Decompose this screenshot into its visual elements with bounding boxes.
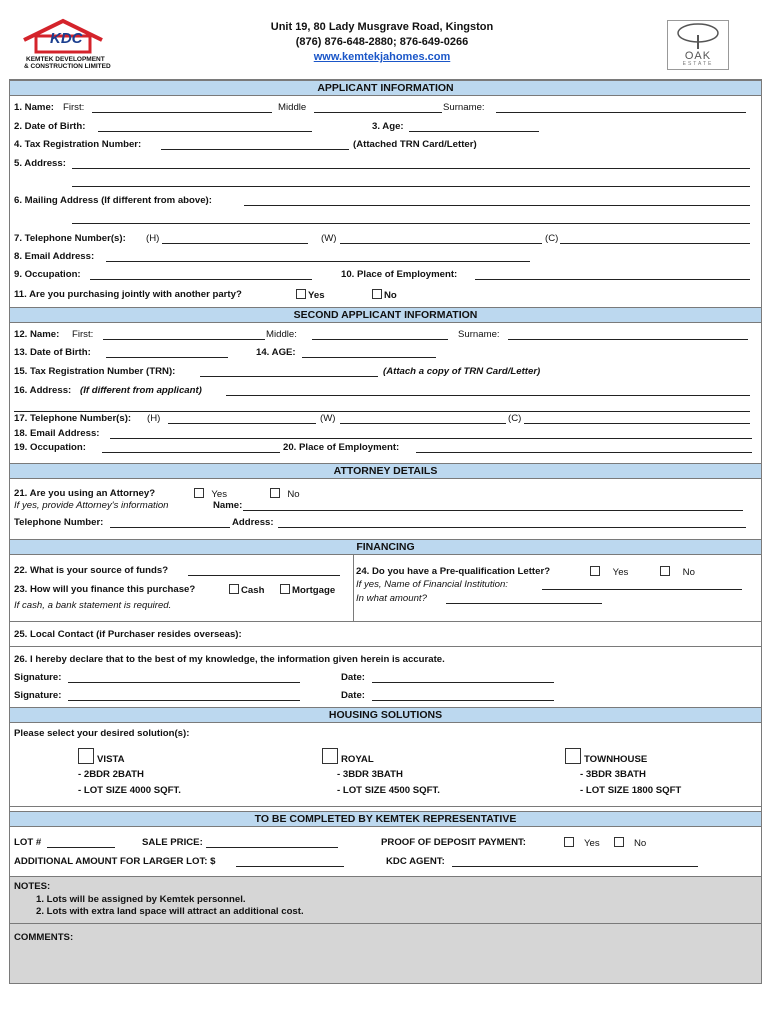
signature-field-2[interactable] — [68, 700, 300, 701]
financing-cash-note: If cash, a bank statement is required. — [14, 600, 172, 611]
declaration-text: 26. I hereby declare that to the best of my knowledge, the information given herein is accurate. — [14, 654, 445, 665]
jointly-no-option[interactable]: No — [372, 289, 397, 302]
second-phone-h: (H) — [147, 413, 161, 424]
financing-finance-label: 23. How will you finance this purchase? — [14, 584, 196, 595]
section-housing-title: HOUSING SOLUTIONS — [10, 707, 761, 723]
applicant-surname-label: Surname: — [443, 102, 485, 113]
rep-agent-label: KDC AGENT: — [386, 856, 445, 867]
rep-price-label: SALE PRICE: — [142, 837, 203, 848]
attorney-address-label: Address: — [232, 517, 274, 528]
second-age-field[interactable] — [302, 357, 436, 358]
second-address-field[interactable] — [226, 395, 750, 396]
signature-field-1[interactable] — [68, 682, 300, 683]
checkbox-icon[interactable] — [229, 584, 239, 594]
second-name-label: 12. Name: — [14, 329, 60, 340]
second-email-field[interactable] — [110, 438, 752, 439]
financing-prequal-label: 24. Do you have a Pre-qualification Letter? — [356, 566, 551, 577]
applicant-phone-h: (H) — [146, 233, 160, 244]
second-phone-w-field[interactable] — [340, 423, 506, 424]
prequal-no-option[interactable]: No — [660, 566, 695, 579]
tree-icon — [668, 21, 728, 51]
applicant-address-field-2[interactable] — [72, 186, 750, 187]
header-address: Unit 19, 80 Lady Musgrave Road, Kingston — [270, 21, 494, 33]
applicant-email-label: 8. Email Address: — [14, 251, 95, 262]
applicant-mailing-field[interactable] — [244, 205, 750, 206]
comments-field[interactable] — [80, 930, 756, 978]
applicant-trn-label: 4. Tax Registration Number: — [14, 139, 142, 150]
note-1: 1. Lots will be assigned by Kemtek personnel. — [36, 894, 246, 905]
applicant-surname-field[interactable] — [496, 112, 746, 113]
housing-prompt: Please select your desired solution(s): — [14, 728, 190, 739]
applicant-mailing-label: 6. Mailing Address (If different from above): — [14, 195, 212, 206]
attorney-question: 21. Are you using an Attorney? — [14, 488, 156, 499]
second-surname-field[interactable] — [508, 339, 748, 340]
rep-deposit-label: PROOF OF DEPOSIT PAYMENT: — [381, 837, 526, 848]
second-phone-h-field[interactable] — [168, 423, 316, 424]
second-dob-field[interactable] — [106, 357, 228, 358]
applicant-employment-label: 10. Place of Employment: — [341, 269, 458, 280]
company-sub: & CONSTRUCTION LIMITED — [24, 63, 111, 70]
second-address-label: 16. Address: — [14, 385, 72, 396]
date-field-1[interactable] — [372, 682, 554, 683]
applicant-occupation-label: 9. Occupation: — [14, 269, 81, 280]
second-employment-label: 20. Place of Employment: — [283, 442, 400, 453]
applicant-employment-field[interactable] — [475, 279, 750, 280]
company-name: KEMTEK DEVELOPMENT — [26, 56, 105, 63]
second-first-field[interactable] — [103, 339, 265, 340]
notes-title: NOTES: — [14, 881, 51, 892]
attorney-no-option[interactable]: No — [270, 488, 300, 501]
rep-agent-field[interactable] — [452, 866, 698, 867]
oak-text: OAK — [684, 50, 712, 62]
comments-label: COMMENTS: — [14, 932, 74, 943]
financing-source-field[interactable] — [188, 575, 340, 576]
second-age-label: 14. AGE: — [256, 347, 296, 358]
section-representative-title: TO BE COMPLETED BY KEMTEK REPRESENTATIVE — [10, 811, 761, 827]
applicant-dob-field[interactable] — [98, 131, 312, 132]
second-address-field-2[interactable] — [14, 411, 750, 412]
financing-source-label: 22. What is your source of funds? — [14, 565, 169, 576]
applicant-mailing-field-2[interactable] — [72, 223, 750, 224]
vista-rooms: - 2BDR 2BATH — [78, 769, 144, 780]
checkbox-icon[interactable] — [614, 837, 624, 847]
rep-lot-label: LOT # — [14, 837, 42, 848]
applicant-name-label: 1. Name: — [14, 102, 54, 113]
financing-amount-label: In what amount? — [356, 593, 427, 604]
applicant-phone-label: 7. Telephone Number(s): — [14, 233, 126, 244]
rep-lot-field[interactable] — [47, 847, 115, 848]
section-second-title: SECOND APPLICANT INFORMATION — [10, 307, 761, 323]
vista-lot: - LOT SIZE 4000 SQFT. — [78, 785, 181, 796]
rep-additional-label: ADDITIONAL AMOUNT FOR LARGER LOT: $ — [14, 856, 216, 867]
applicant-phone-h-field[interactable] — [162, 243, 308, 244]
applicant-phone-c-field[interactable] — [560, 243, 750, 244]
cube-checkbox-icon[interactable] — [565, 748, 581, 764]
applicant-dob-label: 2. Date of Birth: — [14, 121, 86, 132]
applicant-phone-w-field[interactable] — [340, 243, 542, 244]
applicant-middle-field[interactable] — [314, 112, 442, 113]
housing-townhouse-option[interactable]: TOWNHOUSE — [565, 748, 647, 766]
jointly-yes-option[interactable]: Yes — [296, 289, 325, 302]
section-applicant-title: APPLICANT INFORMATION — [10, 80, 761, 96]
second-trn-note: (Attach a copy of TRN Card/Letter) — [383, 366, 541, 377]
date-label-1: Date: — [341, 672, 365, 683]
applicant-first-label: First: — [63, 102, 85, 113]
signature-label-2: Signature: — [14, 690, 62, 701]
deposit-no-option[interactable]: No — [614, 837, 646, 850]
attorney-if-yes: If yes, provide Attorney's information — [14, 500, 169, 511]
second-middle-field[interactable] — [312, 339, 448, 340]
note-2: 2. Lots with extra land space will attract an additional cost. — [36, 906, 304, 917]
attorney-yes-option[interactable]: Yes — [194, 488, 227, 501]
second-phone-c-field[interactable] — [524, 423, 750, 424]
applicant-email-field[interactable] — [106, 261, 530, 262]
section-attorney-title: ATTORNEY DETAILS — [10, 463, 761, 479]
second-address-note: (If different from applicant) — [80, 385, 202, 396]
second-middle-label: Middle: — [266, 329, 297, 340]
attorney-name-label: Name: — [213, 500, 243, 511]
financing-institution-label: If yes, Name of Financial Institution: — [356, 579, 508, 590]
checkbox-icon[interactable] — [564, 837, 574, 847]
attorney-phone-field[interactable] — [110, 527, 230, 528]
rep-price-field[interactable] — [206, 847, 338, 848]
housing-royal-option[interactable]: ROYAL — [322, 748, 374, 766]
applicant-age-field[interactable] — [409, 131, 539, 132]
application-form — [9, 79, 762, 984]
second-occupation-field[interactable] — [102, 452, 280, 453]
checkbox-icon[interactable] — [280, 584, 290, 594]
townhouse-rooms: - 3BDR 3BATH — [580, 769, 646, 780]
applicant-occupation-field[interactable] — [90, 279, 312, 280]
oak-sub: ESTATE — [682, 61, 714, 67]
housing-vista-option[interactable]: VISTA — [78, 748, 125, 766]
second-employment-field[interactable] — [416, 452, 752, 453]
applicant-address-field[interactable] — [72, 168, 750, 169]
checkbox-icon[interactable] — [590, 566, 600, 576]
prequal-yes-option[interactable]: Yes — [590, 566, 628, 579]
cube-checkbox-icon[interactable] — [322, 748, 338, 764]
checkbox-icon[interactable] — [194, 488, 204, 498]
signature-label-1: Signature: — [14, 672, 62, 683]
section-financing-title: FINANCING — [10, 539, 761, 555]
header-contact — [180, 20, 584, 65]
financing-amount-field[interactable] — [446, 603, 602, 604]
second-occupation-label: 19. Occupation: — [14, 442, 86, 453]
date-label-2: Date: — [341, 690, 365, 701]
applicant-phone-w: (W) — [321, 233, 337, 244]
finance-cash-option[interactable]: Cash — [229, 584, 264, 597]
attorney-name-field[interactable] — [243, 510, 743, 511]
applicant-phone-c: (C) — [545, 233, 559, 244]
attorney-address-field[interactable] — [278, 527, 746, 528]
townhouse-lot: - LOT SIZE 1800 SQFT — [580, 785, 682, 796]
local-contact-label: 25. Local Contact (if Purchaser resides overseas): — [14, 629, 242, 640]
financing-institution-field[interactable] — [542, 589, 742, 590]
checkbox-icon[interactable] — [270, 488, 280, 498]
second-trn-field[interactable] — [200, 376, 378, 377]
finance-mortgage-option[interactable]: Mortgage — [280, 584, 335, 597]
rep-additional-field[interactable] — [236, 866, 344, 867]
header-phones: (876) 876-648-2880; 876-649-0266 — [295, 36, 469, 48]
oak-estate-logo — [667, 20, 729, 70]
header-website[interactable]: www.kemtekjahomes.com — [313, 51, 451, 63]
applicant-first-field[interactable] — [92, 112, 272, 113]
second-phone-w: (W) — [320, 413, 336, 424]
deposit-yes-option[interactable]: Yes — [564, 837, 600, 850]
second-phone-label: 17. Telephone Number(s): — [14, 413, 132, 424]
applicant-age-label: 3. Age: — [372, 121, 404, 132]
applicant-trn-note: (Attached TRN Card/Letter) — [353, 139, 477, 150]
second-email-label: 18. Email Address: — [14, 428, 100, 439]
checkbox-icon[interactable] — [296, 289, 306, 299]
second-first-label: First: — [72, 329, 94, 340]
applicant-address-label: 5. Address: — [14, 158, 66, 169]
second-dob-label: 13. Date of Birth: — [14, 347, 91, 358]
applicant-middle-label: Middle — [278, 102, 307, 113]
cube-checkbox-icon[interactable] — [78, 748, 94, 764]
applicant-jointly-label: 11. Are you purchasing jointly with another party? — [14, 289, 242, 300]
date-field-2[interactable] — [372, 700, 554, 701]
royal-lot: - LOT SIZE 4500 SQFT. — [337, 785, 440, 796]
logo-text: KDC — [50, 30, 83, 47]
checkbox-icon[interactable] — [660, 566, 670, 576]
second-surname-label: Surname: — [458, 329, 500, 340]
checkbox-icon[interactable] — [372, 289, 382, 299]
second-phone-c: (C) — [508, 413, 522, 424]
applicant-trn-field[interactable] — [161, 149, 349, 150]
second-trn-label: 15. Tax Registration Number (TRN): — [14, 366, 176, 377]
kemtek-logo — [18, 18, 138, 70]
attorney-phone-label: Telephone Number: — [14, 517, 104, 528]
royal-rooms: - 3BDR 3BATH — [337, 769, 403, 780]
